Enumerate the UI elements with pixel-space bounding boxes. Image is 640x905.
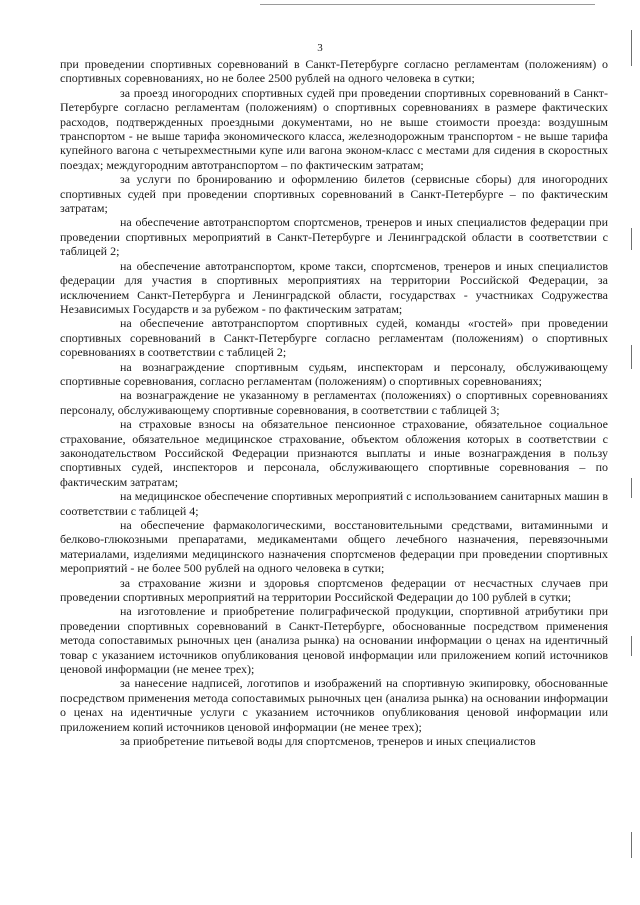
paragraph: на медицинское обеспечение спортивных мероприятий с использованием санитарных машин в соответствии с таблицей 4; (60, 489, 608, 518)
paragraph: на обеспечение автотранспортом, кроме такси, спортсменов, тренеров и иных специалистов федерации для участия в спортивных мероприятиях на территории Российской Федерации, за исключением Санкт-Петербурга и Ленинградской области, государствах - участниках Содружества Независимых Государств и за рубежом - по фактическим затратам; (60, 258, 608, 316)
scan-margin-mark (631, 636, 632, 656)
paragraph: за нанесение надписей, логотипов и изображений на спортивную экипировку, обоснованные посредством применения метода сопоставимых рыночных цен (анализа рынка) на основании информации о ценах на идентичные услуги с указанием источников опубликования ценовой информации или приложением копий источников ценовой информации (не менее трех); (60, 676, 608, 734)
paragraph: при проведении спортивных соревнований в Санкт-Петербурге согласно регламентам (положениям) о спортивных соревнованиях, но не более 2500 рублей на одного человека в сутки; (60, 57, 608, 86)
paragraph: на обеспечение автотранспортом спортсменов, тренеров и иных специалистов федерации при проведении спортивных мероприятий в Санкт-Петербурге и Ленинградской области в соответствии с таблицей 2; (60, 215, 608, 259)
paragraph: на обеспечение автотранспортом спортивных судей, команды «гостей» при проведении спортивных соревнований в Санкт-Петербурге согласно регламентам (положениям) о спортивных соревнованиях в соответствии с таблицей 2; (60, 316, 608, 360)
paragraph: за услуги по бронированию и оформлению билетов (сервисные сборы) для иногородних спортивных судей при проведении спортивных соревнований в Санкт-Петербурге – по фактическим затратам; (60, 172, 608, 216)
paragraph: за страхование жизни и здоровья спортсменов федерации от несчастных случаев при проведении спортивных мероприятий на территории Российской Федерации до 100 рублей в сутки; (60, 575, 608, 605)
paragraph: на страховые взносы на обязательное пенсионное страхование, обязательное социальное страхование, обязательное медицинское страхование, объектом обложения которых в соответствии с законодательством Российской Федерации признаются выплаты и иные вознаграждения в пользу спортивных судей, инспекторов и персонала, обслуживающего спортивные соревнования – по фактическим затратам; (60, 417, 608, 489)
paragraph: на изготовление и приобретение полиграфической продукции, спортивной атрибутики при проведении спортивных соревнований в Санкт-Петербурге, обоснованные посредством применения метода сопоставимых рыночных цен (анализа рынка) на основании информации о ценах на идентичный товар с указанием источников опубликования ценовой информации или приложением копий источников ценовой информации (не менее трех); (60, 604, 608, 677)
paragraph: на обеспечение фармакологическими, восстановительными средствами, витаминными и белково-глюкозными препаратами, медикаментами общего лечебного назначения, перевязочными материалами, изделиями медицинского назначения спортсменов федерации при проведении спортивных мероприятий - не более 500 рублей на одного человека в сутки; (60, 518, 608, 576)
paragraph: за приобретение питьевой воды для спортсменов, тренеров и иных специалистов (120, 734, 536, 749)
paragraph: за проезд иногородних спортивных судей при проведении спортивных соревнований в Санкт-Петербурге согласно регламентам (положениям) о спортивных соревнованиях в размере фактических расходов, подтвержденных проездными документами, но не выше стоимости проезда: воздушным транспортом - не выше тарифа экономического класса, железнодорожным транспортом - не выше тарифа купейного вагона с четырехместными купе или вагона эконом-класс с местами для сидения в скоростных поездах; междугородним автотранспортом – по фактическим затратам; (60, 85, 608, 172)
paragraph: на вознаграждение спортивным судьям, инспекторам и персоналу, обслуживающему спортивные соревнования, согласно регламентам (положениям) о спортивных соревнованиях; (60, 359, 608, 388)
page-number: 3 (317, 42, 323, 54)
paragraph: на вознаграждение не указанному в регламентах (положениях) о спортивных соревнованиях персоналу, обслуживающему спортивные соревнования, в соответствии с таблицей 3; (60, 388, 608, 417)
scan-edge-line (260, 4, 595, 5)
scan-margin-mark (631, 478, 632, 498)
scan-margin-mark (631, 832, 632, 858)
document-body (60, 57, 608, 749)
scan-margin-mark (631, 345, 632, 369)
scan-margin-mark (631, 228, 632, 250)
